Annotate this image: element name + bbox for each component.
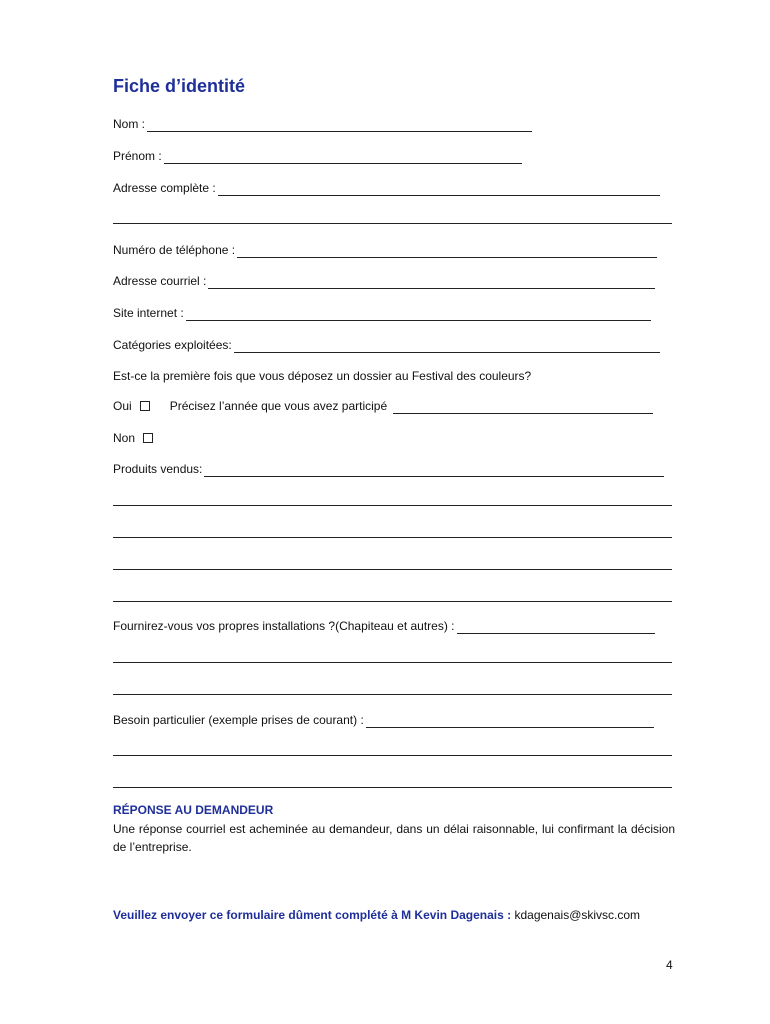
installations-row — [113, 618, 655, 634]
nom-field[interactable] — [147, 119, 532, 132]
nom-label: Nom : — [113, 117, 146, 131]
telephone-row — [113, 242, 657, 258]
produits-field[interactable] — [204, 464, 664, 477]
courriel-label: Adresse courriel : — [113, 274, 207, 288]
adresse-field-line-2[interactable] — [113, 223, 672, 224]
non-row — [113, 430, 153, 446]
telephone-label: Numéro de téléphone : — [113, 243, 236, 257]
produits-field-line-2[interactable] — [113, 505, 672, 506]
besoin-field[interactable] — [366, 715, 654, 728]
categories-field[interactable] — [234, 340, 660, 353]
page-number: 4 — [666, 958, 673, 972]
installations-field-line-2[interactable] — [113, 662, 672, 663]
prenom-row — [113, 148, 522, 164]
adresse-label: Adresse complète : — [113, 181, 216, 195]
non-label: Non — [113, 431, 136, 445]
courriel-field[interactable] — [208, 276, 655, 289]
categories-label: Catégories exploitées: — [113, 338, 232, 352]
installations-label: Fournirez-vous vos propres installations ?(Chapiteau et autres) : — [113, 619, 455, 633]
non-checkbox[interactable] — [143, 433, 153, 443]
site-field[interactable] — [186, 308, 651, 321]
installations-field-line-3[interactable] — [113, 694, 672, 695]
prenom-label: Prénom : — [113, 149, 162, 163]
adresse-field[interactable] — [218, 183, 660, 196]
besoin-field-line-2[interactable] — [113, 755, 672, 756]
premiere-fois-question: Est-ce la première fois que vous déposez un dossier au Festival des couleurs? — [113, 369, 532, 383]
besoin-label: Besoin particulier (exemple prises de courant) : — [113, 713, 364, 727]
nom-row — [113, 116, 532, 132]
footer-instruction: Veuillez envoyer ce formulaire dûment complété à M Kevin Dagenais : — [113, 908, 512, 922]
site-label: Site internet : — [113, 306, 184, 320]
produits-field-line-5[interactable] — [113, 601, 672, 602]
site-row — [113, 305, 651, 321]
response-heading: RÉPONSE AU DEMANDEUR — [113, 803, 274, 817]
annee-participation-field[interactable] — [393, 401, 653, 414]
prenom-field[interactable] — [164, 151, 522, 164]
oui-label: Oui — [113, 399, 132, 413]
page-title: Fiche d’identité — [113, 76, 246, 96]
produits-field-line-3[interactable] — [113, 537, 672, 538]
besoin-field-line-3[interactable] — [113, 787, 672, 788]
categories-row — [113, 337, 660, 353]
courriel-row — [113, 273, 655, 289]
footer-instruction-row — [113, 908, 640, 922]
adresse-row — [113, 180, 660, 196]
precisez-label: Précisez l’année que vous avez participé — [169, 399, 388, 413]
produits-label: Produits vendus: — [113, 462, 203, 476]
oui-checkbox[interactable] — [140, 401, 150, 411]
response-text: Une réponse courriel est acheminée au demandeur, dans un délai raisonnable, lui confirmant la décision de l’entreprise. — [113, 822, 675, 854]
telephone-field[interactable] — [237, 245, 657, 258]
produits-field-line-4[interactable] — [113, 569, 672, 570]
produits-row — [113, 461, 664, 477]
installations-field[interactable] — [457, 621, 655, 634]
besoin-row — [113, 712, 654, 728]
oui-row — [113, 398, 653, 414]
contact-email[interactable]: kdagenais@skivsc.com — [514, 908, 641, 922]
